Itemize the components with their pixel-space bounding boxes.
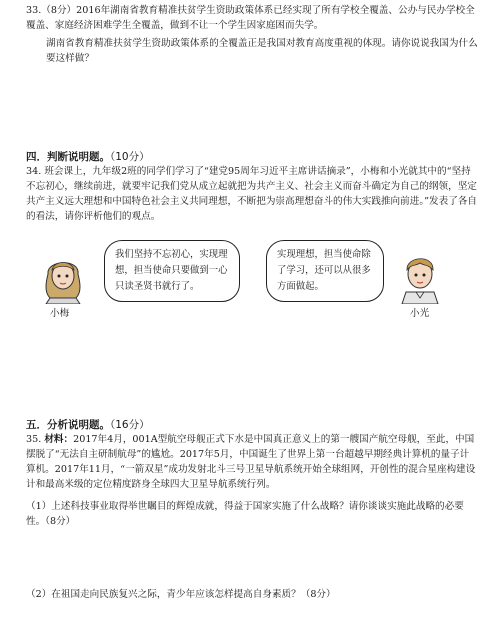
question-35 [26, 432, 478, 492]
q35-material-label: 材料： [44, 434, 74, 445]
section-5-score: （16分） [110, 419, 150, 431]
name-label-right: 小光 [410, 308, 430, 319]
section-4-score: （10分） [110, 151, 150, 163]
q33-stem [26, 3, 478, 33]
q35-subquestion-2: （2）在祖国走向民族复兴之际，青少年应该怎样提高自身素质？（8分） [26, 589, 336, 600]
q35-material [26, 432, 478, 492]
boy-avatar-icon [398, 250, 442, 309]
section-5-heading [26, 418, 150, 433]
speech-bubble-right: 实现理想，担当使命除了学习，还可以从很多方面做起。 [266, 240, 384, 302]
girl-avatar-icon [40, 252, 86, 309]
q34-text: 班会课上，九年级2班的同学们学习了“建党95周年习近平主席讲话摘录”，小梅和小光就其中的“坚持不忘初心，继续前进，就要牢记我们党从成立起就把为共产主义、社会主义而奋斗确定为自己的纲领，坚定共产主义远大理想和中国特色社会主义共同理想，不断把为崇高理想奋斗的伟大实践推向前进。”发表了各自的看法，请你评析他们的观点。 [26, 166, 478, 222]
speech-bubble-left: 我们坚持不忘初心，实现理想，担当使命只要做到一心只读圣贤书就行了。 [104, 240, 240, 302]
q34-number: 34. [26, 166, 42, 177]
q33-question: 湖南省教育精准扶贫学生资助政策体系的全覆盖正是我国对教育高度重视的体现。请你说说我国为什么要这样做？ [46, 38, 478, 64]
question-33 [26, 3, 478, 66]
question-34 [26, 164, 478, 224]
name-label-left: 小梅 [50, 308, 70, 319]
section-4-heading [26, 150, 150, 165]
q33-number-score: 33.（8分） [26, 5, 77, 16]
q35-material-text: 2017年4月，001A型航空母舰正式下水是中国真正意义上的第一艘国产航空母舰，至此，中国摆脱了“无法自主研制航母”的尴尬。2017年5月，中国诞生了世界上第一台超越早期经典计算机的量子计算机。2017年11月，“一箭双星”成功发射北斗三号卫星导航系统开始全球组网，开创性的混合星座构建设计和最高米级的定位精度跻身全球四大卫星导航系统行列。 [26, 434, 476, 490]
q34-stem [26, 164, 478, 224]
section-5-title: 五．分析说明题。 [26, 419, 110, 431]
section-4-title: 四．判断说明题。 [26, 151, 110, 163]
q35-number: 35. [26, 434, 42, 445]
q33-line1: 2016年湖南省教育精准扶贫学生资助政策体系已经实现了所有学校全覆盖、公办与民办学校全覆盖、家庭经济困难学生全覆盖，做到不让一个学生因家庭困而失学。 [26, 5, 475, 31]
q35-subquestion-1: （1）上述科技事业取得举世瞩目的辉煌成就，得益于国家实施了什么战略？请你谈谈实施此战略的必要性。（8分） [26, 501, 464, 527]
